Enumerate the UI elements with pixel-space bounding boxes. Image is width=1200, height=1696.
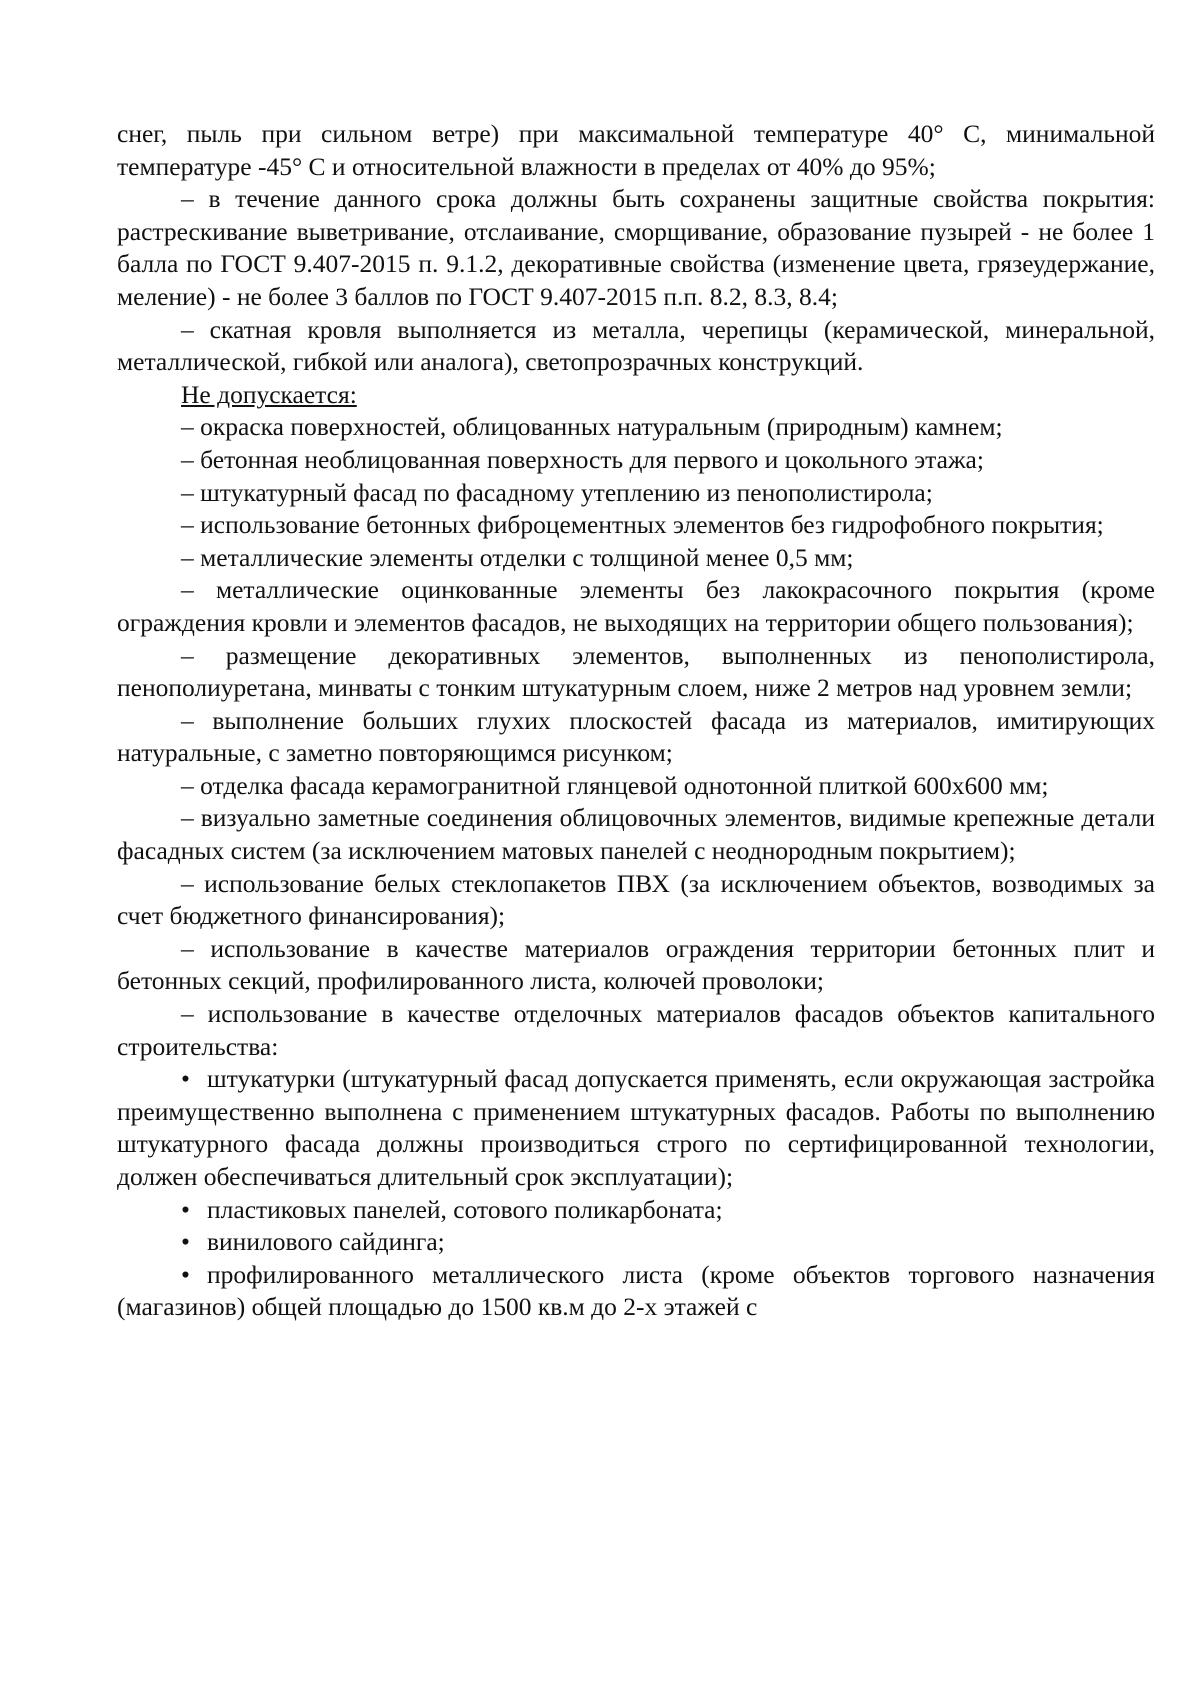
bullet-text: винилового сайдинга; bbox=[207, 1227, 445, 1257]
bullet-text: штукатурки (штукатурный фасад допускается применять, если окружающая застройка преимущественно выполнена с применением штукатурных фасадов. Работы по выполнению штукатурного фасада должны производиться строго по сертифицированной технологии, должен обеспечиваться длительный срок эксплуатации); bbox=[117, 1064, 1155, 1191]
list-item-blank-planes: – выполнение больших глухих плоскостей фасада из материалов, имитирующих натуральные, с заметно повторяющимся рисунком; bbox=[117, 705, 1155, 768]
section-heading-not-allowed bbox=[117, 379, 1155, 412]
bullet-icon: • bbox=[181, 1194, 190, 1224]
document-page bbox=[117, 118, 1155, 1324]
paragraph-protective-properties: – в течение данного срока должны быть сохранены защитные свойства покрытия: растрескивание выветривание, отслаивание, сморщивание, образование пузырей - не более 1 балла по ГОСТ 9.407-2015 п. 9.1.2, декоративные свойства (изменение цвета, грязеудержание, меление) - не более 3 баллов по ГОСТ 9.407-2015 п.п. 8.2, 8.3, 8.4; bbox=[117, 184, 1155, 311]
list-item-finishing-materials: – использование в качестве отделочных материалов фасадов объектов капитального строительства: bbox=[117, 999, 1155, 1061]
bullet-icon: • bbox=[181, 1259, 190, 1289]
bullet-icon: • bbox=[181, 1064, 190, 1094]
list-item-white-pvc: – использование белых стеклопакетов ПВХ (за исключением объектов, возводимых за счет бюджетного финансирования); bbox=[117, 868, 1155, 931]
list-item-galvanized-elements: – металлические оцинкованные элементы без лакокрасочного покрытия (кроме ограждения кровли и элементов фасадов, не выходящих на территории общего пользования); bbox=[117, 575, 1155, 637]
list-item-stone-painting: – окраска поверхностей, облицованных натуральным (природным) камнем; bbox=[181, 412, 1003, 442]
list-item-plaster-facade: – штукатурный фасад по фасадному утеплению из пенополистирола; bbox=[181, 477, 933, 507]
bullet-icon: • bbox=[181, 1227, 190, 1257]
bullet-item-vinyl-siding bbox=[117, 1226, 1155, 1259]
bullet-text: профилированного металлического листа (кроме объектов торгового назначения (магазинов) общей площадью до 1500 кв.м до 2-х этажей с bbox=[117, 1259, 1155, 1322]
list-item-metal-thickness: – металлические элементы отделки с толщиной менее 0,5 мм; bbox=[181, 542, 854, 572]
bullet-item-profiled-sheet bbox=[117, 1259, 1155, 1324]
list-item-fiber-cement: – использование бетонных фиброцементных элементов без гидрофобного покрытия; bbox=[181, 510, 1104, 540]
bullet-item-plaster bbox=[117, 1063, 1155, 1193]
list-item-visible-joints: – визуально заметные соединения облицовочных элементов, видимые крепежные детали фасадных систем (за исключением матовых панелей с неоднородным покрытием); bbox=[117, 803, 1155, 866]
list-item-concrete-surface: – бетонная необлицованная поверхность для первого и цокольного этажа; bbox=[181, 444, 984, 474]
list-item-decorative-elements: – размещение декоративных элементов, выполненных из пенополистирола, пенополиуретана, минваты с тонким штукатурным слоем, ниже 2 метров над уровнем земли; bbox=[117, 640, 1155, 703]
paragraph-pitched-roof: – скатная кровля выполняется из металла, черепицы (керамической, минеральной, металлической, гибкой или аналога), светопрозрачных конструкций. bbox=[117, 314, 1155, 377]
bullet-text: пластиковых панелей, сотового поликарбоната; bbox=[207, 1194, 723, 1224]
paragraph-climate-conditions: снег, пыль при сильном ветре) при максимальной температуре 40° С, минимальной температуре -45° С и относительной влажности в пределах от 40% до 95%; bbox=[117, 119, 1155, 181]
list-item-porcelain-tile: – отделка фасада керамогранитной глянцевой однотонной плиткой 600х600 мм; bbox=[181, 770, 1049, 800]
list-item-fence-materials: – использование в качестве материалов ограждения территории бетонных плит и бетонных секций, профилированного листа, колючей проволоки; bbox=[117, 933, 1155, 996]
bullet-item-plastic-panels bbox=[117, 1194, 1155, 1227]
heading-text: Не допускается: bbox=[181, 379, 357, 409]
